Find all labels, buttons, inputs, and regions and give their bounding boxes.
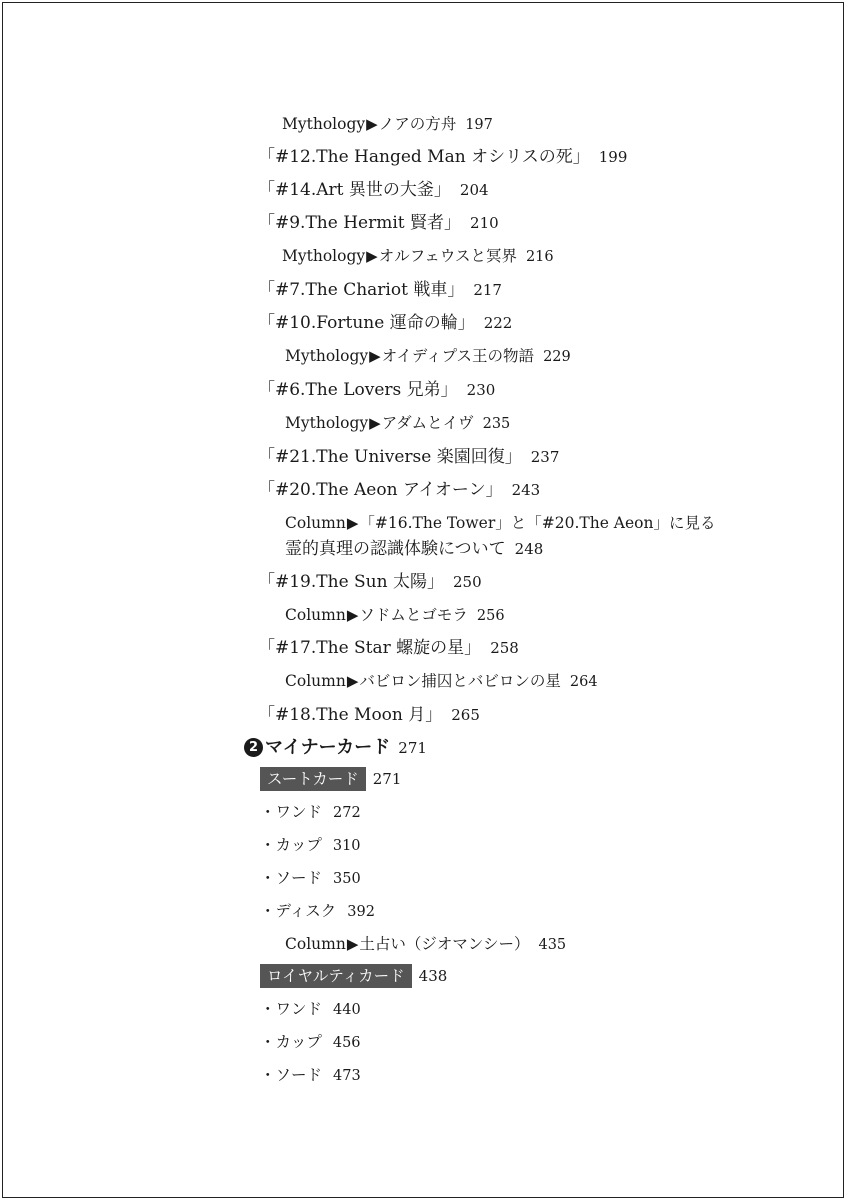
toc-entry[interactable] xyxy=(258,478,540,502)
page-number: 243 xyxy=(511,481,541,499)
page-number: 217 xyxy=(473,281,502,299)
entry-title: 「#16.The Tower」と「#20.The Aeon」に見る xyxy=(359,514,716,532)
entry-kind: Column xyxy=(285,514,346,532)
section-heading[interactable] xyxy=(244,735,427,761)
arrow-icon: ▶ xyxy=(346,606,359,624)
toc-entry[interactable] xyxy=(258,311,512,335)
list-item[interactable] xyxy=(260,866,361,891)
toc-entry[interactable] xyxy=(258,145,627,169)
item-title: ・ディスク xyxy=(260,902,337,920)
page-number: 392 xyxy=(347,904,375,920)
subsection-heading-suit[interactable] xyxy=(260,767,401,791)
page-number: 248 xyxy=(514,540,544,558)
page-number: 230 xyxy=(466,381,496,399)
page-number: 250 xyxy=(452,573,482,591)
page-number: 473 xyxy=(333,1068,361,1084)
arrow-icon: ▶ xyxy=(346,672,359,690)
entry-kind: Mythology xyxy=(285,414,369,432)
item-title: ・ソード xyxy=(260,869,323,887)
list-item[interactable] xyxy=(260,800,361,825)
entry-title: 「#20.The Aeon アイオーン」 xyxy=(258,480,503,500)
toc-entry[interactable] xyxy=(258,211,499,235)
toc-entry[interactable] xyxy=(258,570,482,594)
page-number: 265 xyxy=(451,706,480,724)
toc-entry[interactable] xyxy=(258,178,489,202)
entry-title: アダムとイヴ xyxy=(381,414,474,432)
arrow-icon: ▶ xyxy=(366,247,378,265)
entry-title: 「#7.The Chariot 戦車」 xyxy=(258,280,465,300)
entry-kind: Column xyxy=(285,935,346,953)
page-number: 438 xyxy=(418,967,448,985)
page-number: 256 xyxy=(476,608,505,624)
page-number: 258 xyxy=(490,639,519,657)
entry-title: ノアの方舟 xyxy=(378,115,457,133)
entry-title: ソドムとゴモラ xyxy=(359,606,468,624)
page-number: 204 xyxy=(459,181,489,199)
entry-title: 「#14.Art 異世の大釜」 xyxy=(258,180,451,200)
arrow-icon: ▶ xyxy=(346,514,359,532)
entry-title: 「#19.The Sun 太陽」 xyxy=(258,572,444,592)
toc-entry[interactable] xyxy=(258,378,495,402)
page-number: 237 xyxy=(530,448,560,466)
entry-kind: Column xyxy=(285,606,346,624)
list-item[interactable] xyxy=(260,997,361,1022)
page-number: 435 xyxy=(538,937,567,953)
entry-kind: Mythology xyxy=(282,247,366,265)
entry-title: 「#6.The Lovers 兄弟」 xyxy=(258,380,458,400)
toc-entry[interactable] xyxy=(285,932,566,957)
page-number: 456 xyxy=(332,1035,361,1051)
toc-entry[interactable] xyxy=(258,445,559,469)
page-number: 210 xyxy=(470,214,499,232)
subsection-heading-royalty[interactable] xyxy=(260,964,447,988)
toc-entry[interactable] xyxy=(285,411,510,436)
entry-title: 「#9.The Hermit 賢者」 xyxy=(258,213,462,233)
page-number: 222 xyxy=(483,314,513,332)
arrow-icon: ▶ xyxy=(346,935,359,953)
entry-title: 「#12.The Hanged Man オシリスの死」 xyxy=(258,147,590,167)
toc-entry[interactable] xyxy=(285,669,598,694)
entry-title: 霊的真理の認識体験について xyxy=(285,539,506,559)
page-number: 235 xyxy=(482,416,511,432)
section-title: マイナーカード xyxy=(265,737,391,758)
page-number: 310 xyxy=(332,838,361,854)
item-title: ・ソード xyxy=(260,1066,323,1084)
subsection-label: スートカード xyxy=(260,767,366,791)
list-item[interactable] xyxy=(260,899,375,924)
item-title: ・カップ xyxy=(260,836,322,854)
page-number: 264 xyxy=(569,674,598,690)
entry-title: 「#18.The Moon 月」 xyxy=(258,705,443,725)
section-number-badge: 2 xyxy=(244,738,263,757)
arrow-icon: ▶ xyxy=(369,347,381,365)
toc-entry[interactable] xyxy=(285,603,505,628)
page-number: 197 xyxy=(465,117,493,133)
toc-entry[interactable] xyxy=(258,278,502,302)
toc-entry[interactable] xyxy=(285,511,715,535)
page-number: 272 xyxy=(333,805,361,821)
list-item[interactable] xyxy=(260,833,361,858)
list-item[interactable] xyxy=(260,1063,361,1088)
page-number: 271 xyxy=(398,739,427,757)
arrow-icon: ▶ xyxy=(369,414,381,432)
page-number: 216 xyxy=(525,249,554,265)
subsection-label: ロイヤルティカード xyxy=(260,964,412,988)
list-item[interactable] xyxy=(260,1030,361,1055)
item-title: ・ワンド xyxy=(260,1000,323,1018)
page-number: 199 xyxy=(598,148,628,166)
page-number: 440 xyxy=(333,1002,361,1018)
entry-title: 土占い（ジオマンシー） xyxy=(359,935,530,953)
page-number: 229 xyxy=(543,349,571,365)
arrow-icon: ▶ xyxy=(366,115,378,133)
entry-title: オルフェウスと冥界 xyxy=(378,247,517,265)
entry-kind: Mythology xyxy=(282,115,366,133)
entry-kind: Column xyxy=(285,672,346,690)
entry-title: バビロン捕囚とバビロンの星 xyxy=(359,672,561,690)
entry-title: 「#10.Fortune 運命の輪」 xyxy=(258,313,475,333)
toc-entry[interactable] xyxy=(282,244,554,269)
toc-entry[interactable] xyxy=(282,112,493,137)
item-title: ・カップ xyxy=(260,1033,322,1051)
entry-title: オイディプス王の物語 xyxy=(381,347,535,365)
item-title: ・ワンド xyxy=(260,803,323,821)
entry-title: 「#17.The Star 螺旋の星」 xyxy=(258,638,482,658)
toc-entry-continuation[interactable] xyxy=(285,537,543,561)
toc-entry[interactable] xyxy=(285,344,571,369)
toc-entry[interactable] xyxy=(258,703,480,727)
page-number: 271 xyxy=(372,770,402,788)
page-number: 350 xyxy=(333,871,361,887)
entry-kind: Mythology xyxy=(285,347,369,365)
entry-title: 「#21.The Universe 楽園回復」 xyxy=(258,447,522,467)
toc-entry[interactable] xyxy=(258,636,519,660)
